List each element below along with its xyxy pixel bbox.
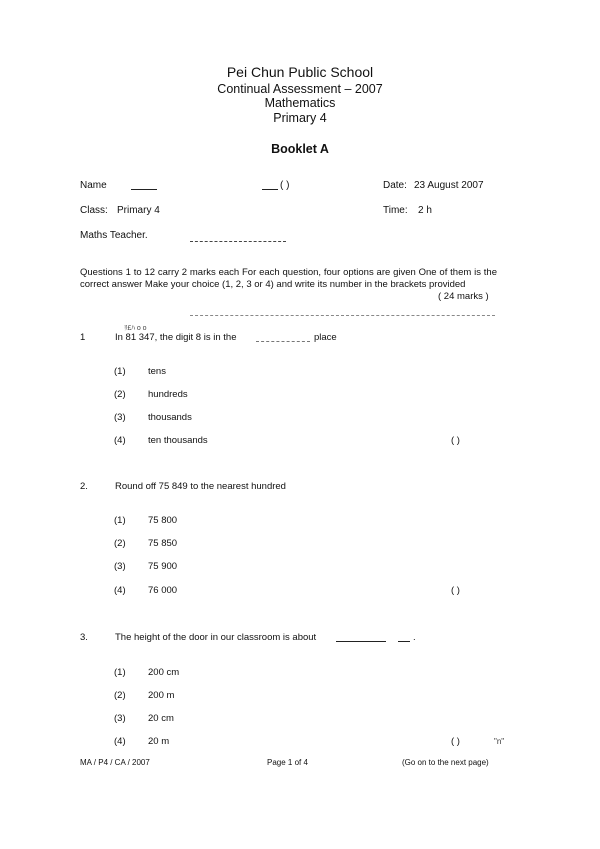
q2-option-num: (3) [114, 561, 126, 572]
total-marks: ( 24 marks ) [438, 291, 489, 302]
name-blank-2 [262, 180, 278, 190]
q2-text: Round off 75 849 to the nearest hundred [115, 481, 286, 492]
q2-option-num: (2) [114, 538, 126, 549]
q1-answer-bracket[interactable]: ( ) [451, 435, 460, 446]
q1-tail: place [314, 332, 337, 343]
q3-scribble: "n" [494, 737, 505, 746]
q1-blank [256, 332, 310, 342]
q1-option-text: ten thousands [148, 435, 208, 446]
q3-option-num: (1) [114, 667, 126, 678]
q3-option-text: 20 cm [148, 713, 174, 724]
register-bracket: ( ) [280, 180, 290, 191]
instructions-rule [190, 315, 495, 316]
q3-option-num: (3) [114, 713, 126, 724]
time-label: Time: [383, 205, 408, 216]
subject-title: Mathematics [264, 96, 336, 110]
q2-option-text: 75 800 [148, 515, 178, 526]
q3-answer-bracket[interactable]: ( ) [451, 736, 460, 747]
time-value: 2 h [418, 205, 432, 216]
q3-option-text: 200 m [148, 690, 175, 701]
level-title: Primary 4 [273, 111, 327, 125]
booklet-title: Booklet A [271, 142, 329, 156]
class-value: Primary 4 [117, 205, 160, 216]
q3-option-text: 20 m [148, 736, 170, 747]
q2-option-text: 75 850 [148, 538, 178, 549]
footer-next: (Go on to the next page) [402, 758, 489, 767]
q2-option-text: 75 900 [148, 561, 178, 572]
name-blank [131, 180, 157, 190]
assessment-title: Continual Assessment – 2007 [217, 82, 383, 96]
q1-option-num: (1) [114, 366, 126, 377]
teacher-label: Maths Teacher. [80, 230, 148, 241]
instructions-text: Questions 1 to 12 carry 2 marks each For each question, four options are given One of them is the correct answer Make your choice (1, 2, 3 or 4) and write its number in the brackets provided [80, 267, 497, 290]
q1-option-text: tens [148, 366, 166, 377]
q1-option-text: thousands [148, 412, 192, 423]
q3-blank-2 [398, 632, 410, 642]
q3-tail: . [413, 632, 416, 643]
school-name: Pei Chun Public School [226, 64, 374, 80]
name-label: Name [80, 180, 107, 191]
q1-annotation: ﾘ£ﾊ o o [124, 325, 147, 332]
q3-text: The height of the door in our classroom is about [115, 632, 317, 643]
class-label: Class: [80, 205, 108, 216]
footer-page: Page 1 of 4 [267, 758, 308, 767]
date-label: Date: [383, 180, 407, 191]
q2-option-num: (1) [114, 515, 126, 526]
q1-option-num: (3) [114, 412, 126, 423]
q1-number: 1 [80, 332, 86, 343]
q2-option-num: (4) [114, 585, 126, 596]
footer-code: MA / P4 / CA / 2007 [80, 758, 150, 767]
q3-option-num: (4) [114, 736, 126, 747]
q3-blank [336, 632, 386, 642]
q3-number: 3. [80, 632, 88, 643]
q2-number: 2. [80, 481, 88, 492]
q3-option-text: 200 cm [148, 667, 180, 678]
date-value: 23 August 2007 [414, 180, 484, 191]
q2-answer-bracket[interactable]: ( ) [451, 585, 460, 596]
q2-option-text: 76 000 [148, 585, 178, 596]
q1-text: In 81 347, the digit 8 is in the [115, 332, 237, 343]
q1-option-num: (4) [114, 435, 126, 446]
q1-option-text: hundreds [148, 389, 188, 400]
teacher-blank [190, 232, 286, 242]
q3-option-num: (2) [114, 690, 126, 701]
q1-option-num: (2) [114, 389, 126, 400]
